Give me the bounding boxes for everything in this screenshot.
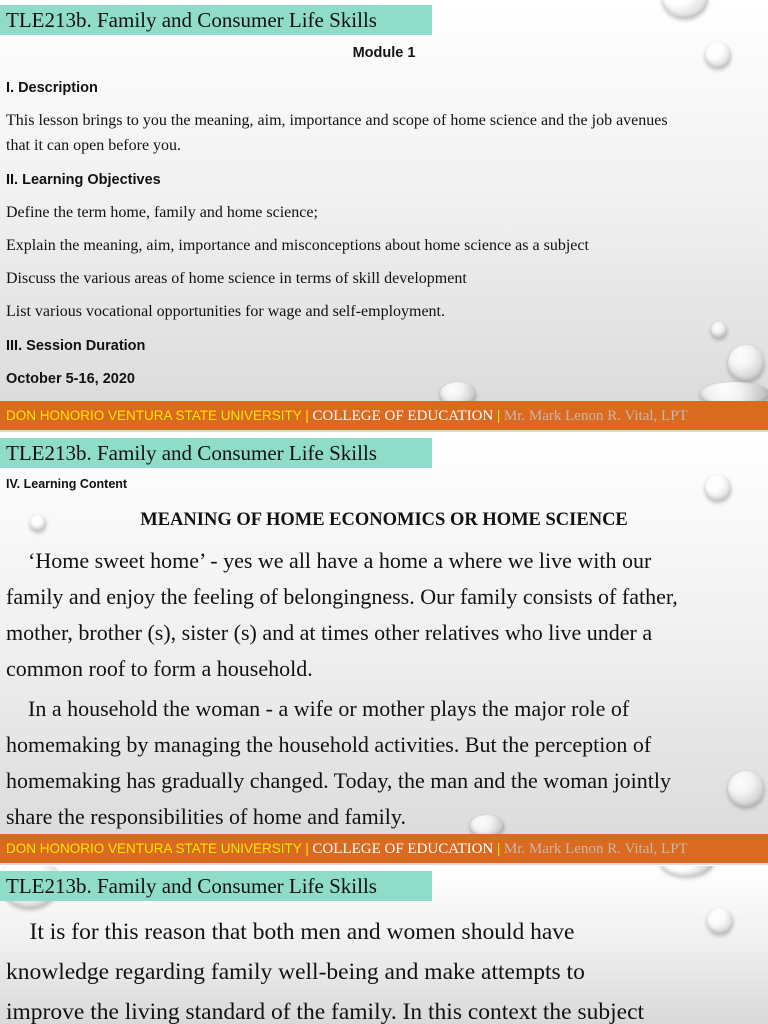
content-heading: MEANING OF HOME ECONOMICS OR HOME SCIENCE — [140, 510, 628, 530]
paragraph-line: homemaking by managing the household activities. But the perception of — [6, 732, 652, 757]
objective-item: Define the term home, family and home science; — [6, 204, 318, 221]
paragraph-line: family and enjoy the feeling of belongingness. Our family consists of father, — [6, 584, 678, 609]
paragraph-line: mother, brother (s), sister (s) and at times other relatives who live under a — [6, 620, 653, 645]
slide-title: TLE213b. Family and Consumer Life Skills — [0, 5, 432, 35]
slide-1 — [0, 0, 768, 432]
water-drop-decoration — [711, 322, 727, 338]
footer-college: COLLEGE OF EDUCATION — [312, 841, 494, 857]
duration-heading: III. Session Duration — [6, 338, 146, 354]
description-text-line: This lesson brings to you the meaning, aim, importance and scope of home science and the job avenues — [6, 112, 668, 129]
section-label: IV. Learning Content — [6, 477, 128, 491]
slide-footer — [0, 401, 768, 430]
content-paragraph — [6, 691, 768, 835]
footer-separator: | — [305, 840, 309, 856]
slide-title: TLE213b. Family and Consumer Life Skills — [0, 438, 432, 468]
paragraph-line: ‘Home sweet home’ - yes we all have a home a where we live with our — [6, 548, 652, 573]
paragraph-line: It is for this reason that both men and women should have — [6, 919, 575, 945]
objective-item: Explain the meaning, aim, importance and misconceptions about home science as a subject — [6, 237, 589, 254]
paragraph-line: knowledge regarding family well-being and make attempts to — [6, 959, 585, 985]
footer-university: DON HONORIO VENTURA STATE UNIVERSITY — [6, 408, 302, 423]
paragraph-line: homemaking has gradually changed. Today, the man and the woman jointly — [6, 768, 672, 793]
objective-item: List various vocational opportunities for wage and self-employment. — [6, 303, 445, 320]
footer-separator: | — [496, 407, 501, 423]
paragraph-line: improve the living standard of the family. In this context the subject — [6, 999, 645, 1024]
water-drop-decoration — [660, 866, 714, 876]
objective-item: Discuss the various areas of home science in terms of skill development — [6, 270, 467, 287]
duration-value: October 5-16, 2020 — [6, 371, 135, 387]
description-text-line: that it can open before you. — [6, 137, 182, 154]
slide-title: TLE213b. Family and Consumer Life Skills — [0, 871, 432, 901]
footer-college: COLLEGE OF EDUCATION — [312, 408, 494, 424]
paragraph-line: In a household the woman - a wife or mother plays the major role of — [6, 696, 630, 721]
water-drop-decoration — [662, 0, 708, 18]
paragraph-line: common roof to form a household. — [6, 656, 313, 681]
footer-separator: | — [305, 407, 309, 423]
slide-3 — [0, 866, 768, 1024]
description-heading: I. Description — [6, 80, 98, 96]
module-label: Module 1 — [352, 45, 416, 61]
footer-separator: | — [496, 840, 501, 856]
water-drop-decoration — [728, 345, 764, 381]
water-drop-decoration — [705, 475, 731, 501]
footer-university: DON HONORIO VENTURA STATE UNIVERSITY — [6, 841, 302, 856]
slide-2 — [0, 433, 768, 865]
footer-instructor: Mr. Mark Lenon R. Vital, LPT — [503, 408, 688, 424]
content-paragraph — [6, 543, 768, 687]
footer-instructor: Mr. Mark Lenon R. Vital, LPT — [503, 841, 688, 857]
paragraph-line: share the responsibilities of home and family. — [6, 804, 406, 829]
slide-footer — [0, 834, 768, 863]
content-paragraph — [6, 912, 768, 1024]
objectives-heading: II. Learning Objectives — [6, 172, 161, 188]
